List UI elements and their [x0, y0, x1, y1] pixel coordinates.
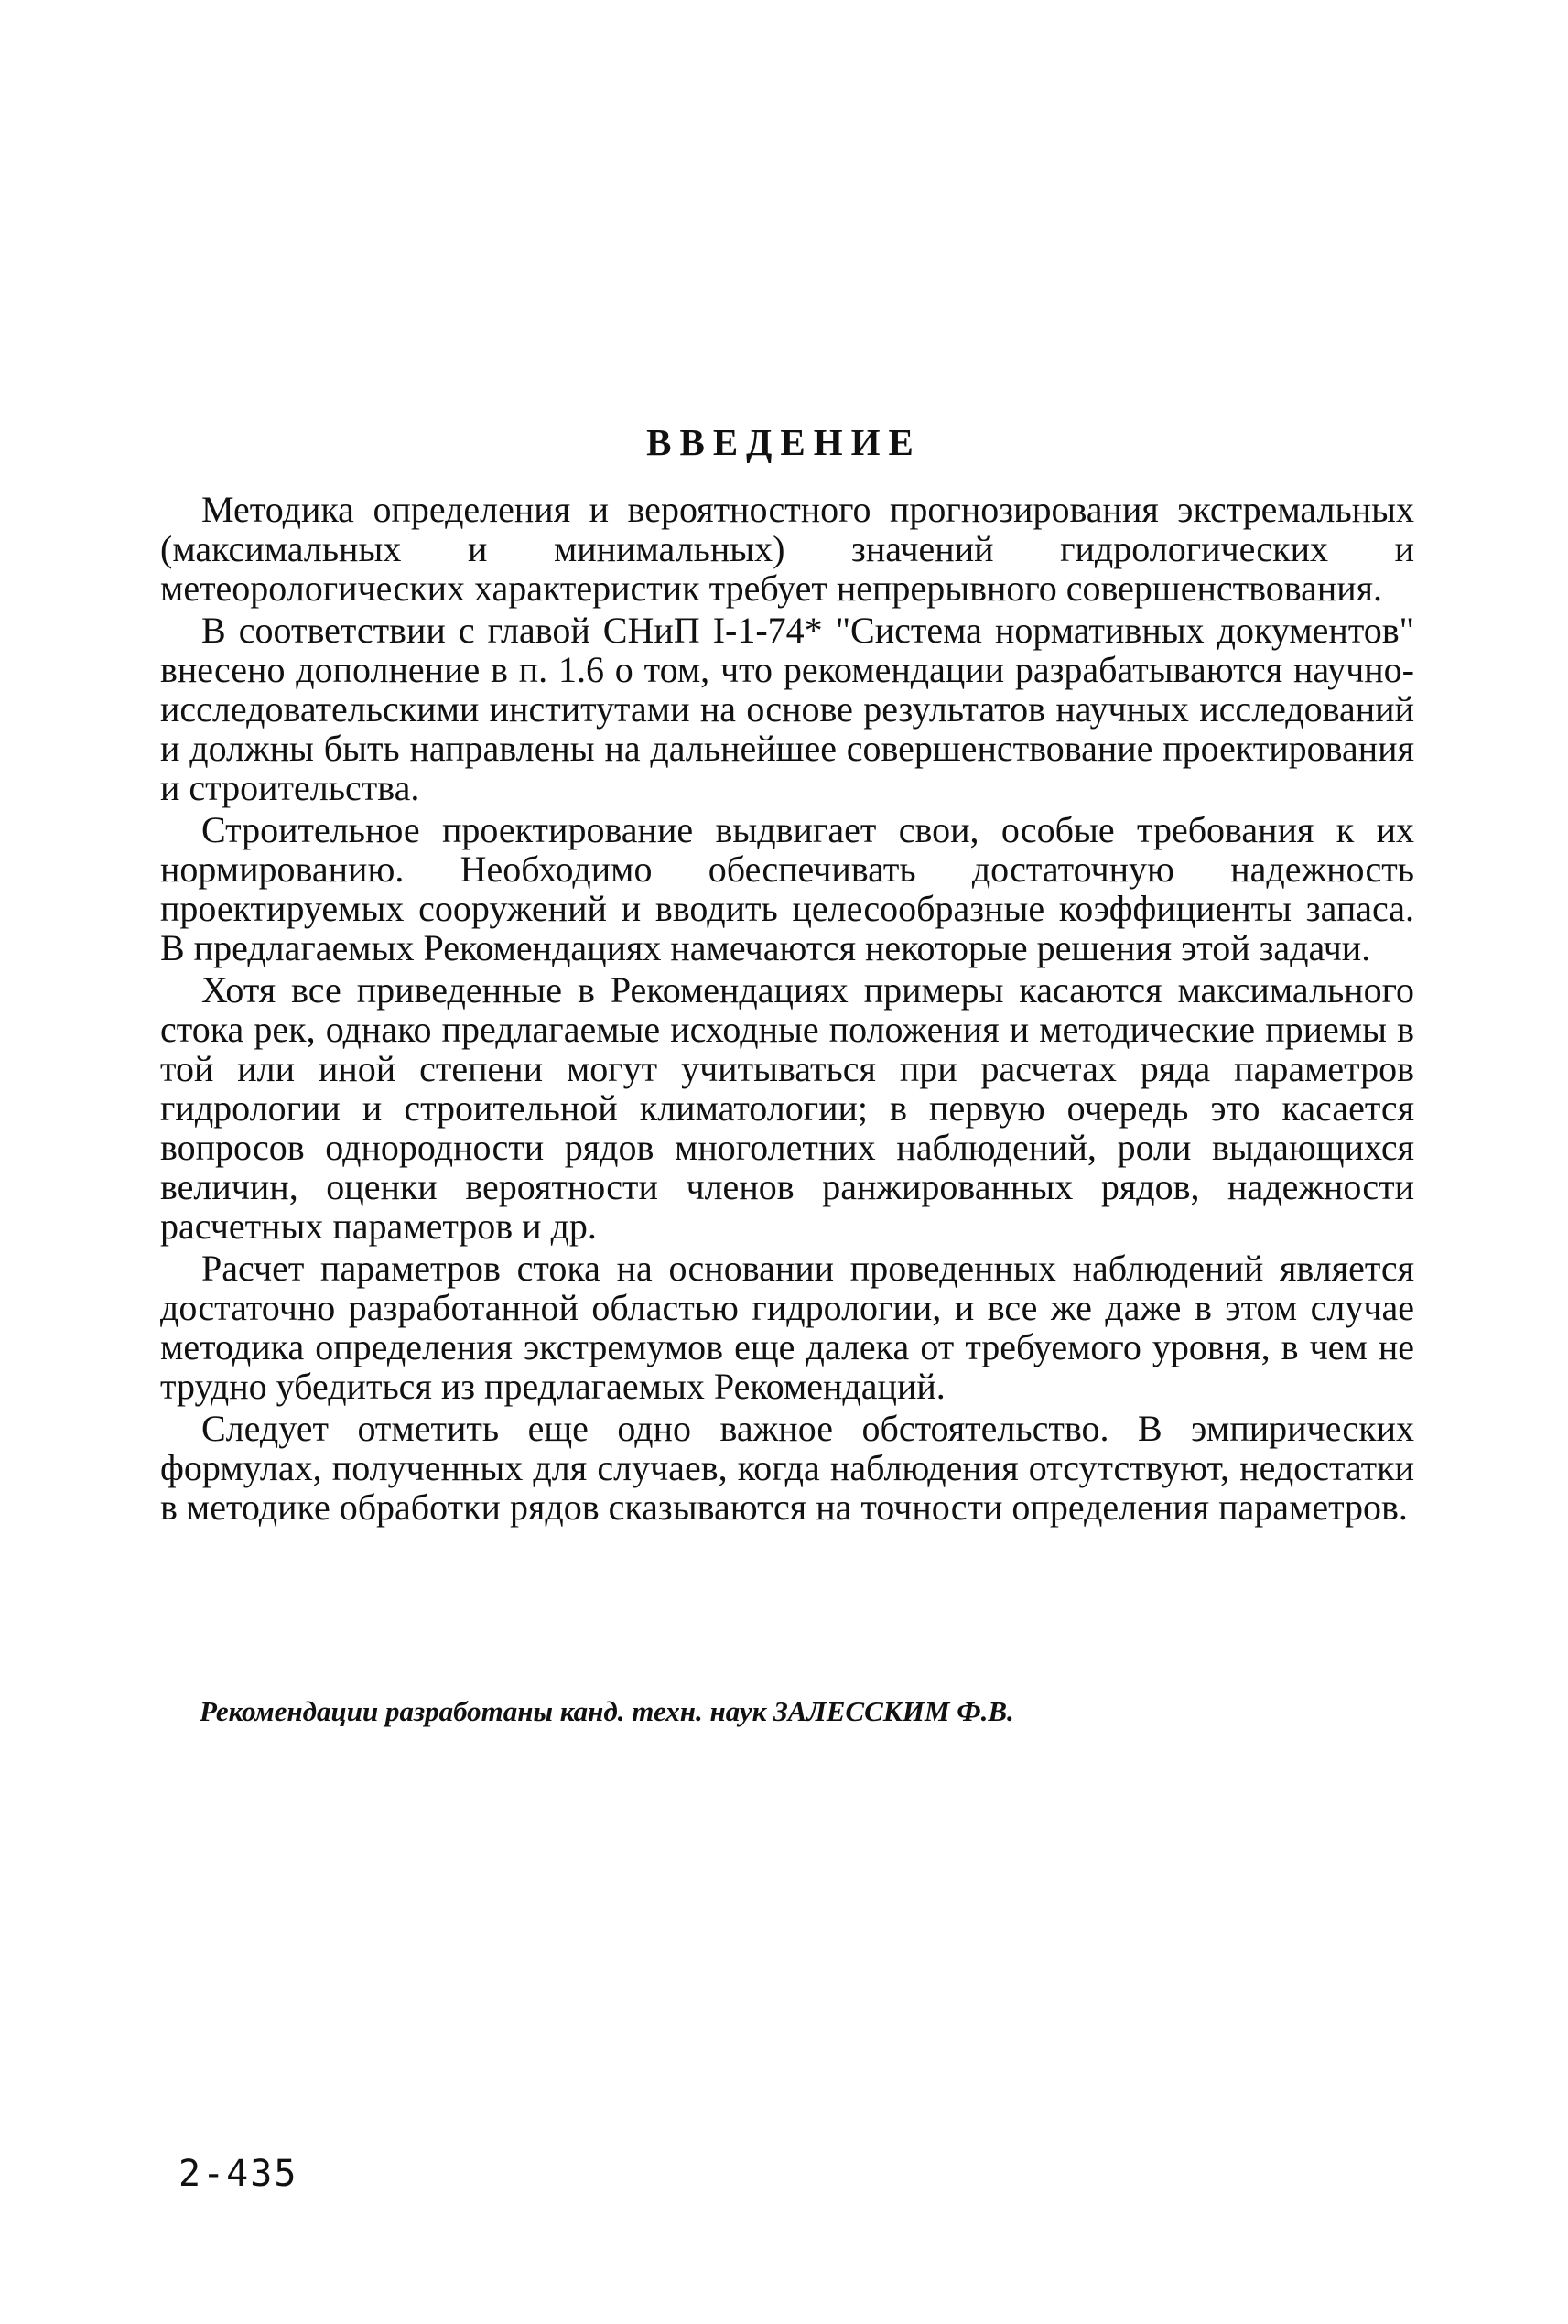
paragraph: Следует отметить еще одно важное обстоятельство. В эмпирических формулах, полученных для случаев, когда наблюдения отсутствуют, недостатки в методике обработки рядов сказываются на точности определения параметров. — [160, 1408, 1414, 1528]
body-text — [160, 490, 1414, 1530]
paragraph: В соответствии с главой СНиП I-1-74* "Система нормативных документов" внесено дополнение в п. 1.6 о том, что рекомендации разрабатываются научно-исследовательскими институтами на основе результатов научных исследований и должны быть направлены на дальнейшее совершенствование проектирования и строительства. — [160, 610, 1414, 808]
author-credit: Рекомендации разработаны канд. техн. наук ЗАЛЕССКИМ Ф.В. — [200, 1695, 1014, 1727]
paragraph: Хотя все приведенные в Рекомендациях примеры касаются максимального стока рек, однако предлагаемые исходные положения и методические приемы в той или иной степени могут учитываться при расчетах ряда параметров гидрологии и строительной климатологии; в первую очередь это касается вопросов однородности рядов многолетних наблюдений, роли выдающихся величин, оценки вероятности членов ранжированных рядов, надежности расчетных параметров и др. — [160, 969, 1414, 1247]
paragraph: Методика определения и вероятностного прогнозирования экстремальных (максимальных и минимальных) значений гидрологических и метеорологических характеристик требует непрерывного совершенствования. — [160, 489, 1414, 609]
page-heading: ВВЕДЕНИЕ — [646, 421, 922, 463]
page-code: 2-435 — [178, 2153, 298, 2195]
paragraph: Расчет параметров стока на основании проведенных наблюдений является достаточно разработанной областью гидрологии, и все же даже в этом случае методика определения экстремумов еще далека от требуемого уровня, в чем не трудно убедиться из предлагаемых Рекомендаций. — [160, 1248, 1414, 1407]
paragraph: Строительное проектирование выдвигает свои, особые требования к их нормированию. Необходимо обеспечивать достаточную надежность проектируемых сооружений и вводить целесообразные коэффициенты запаса. В предлагаемых Рекомендациях намечаются некоторые решения этой задачи. — [160, 809, 1414, 968]
